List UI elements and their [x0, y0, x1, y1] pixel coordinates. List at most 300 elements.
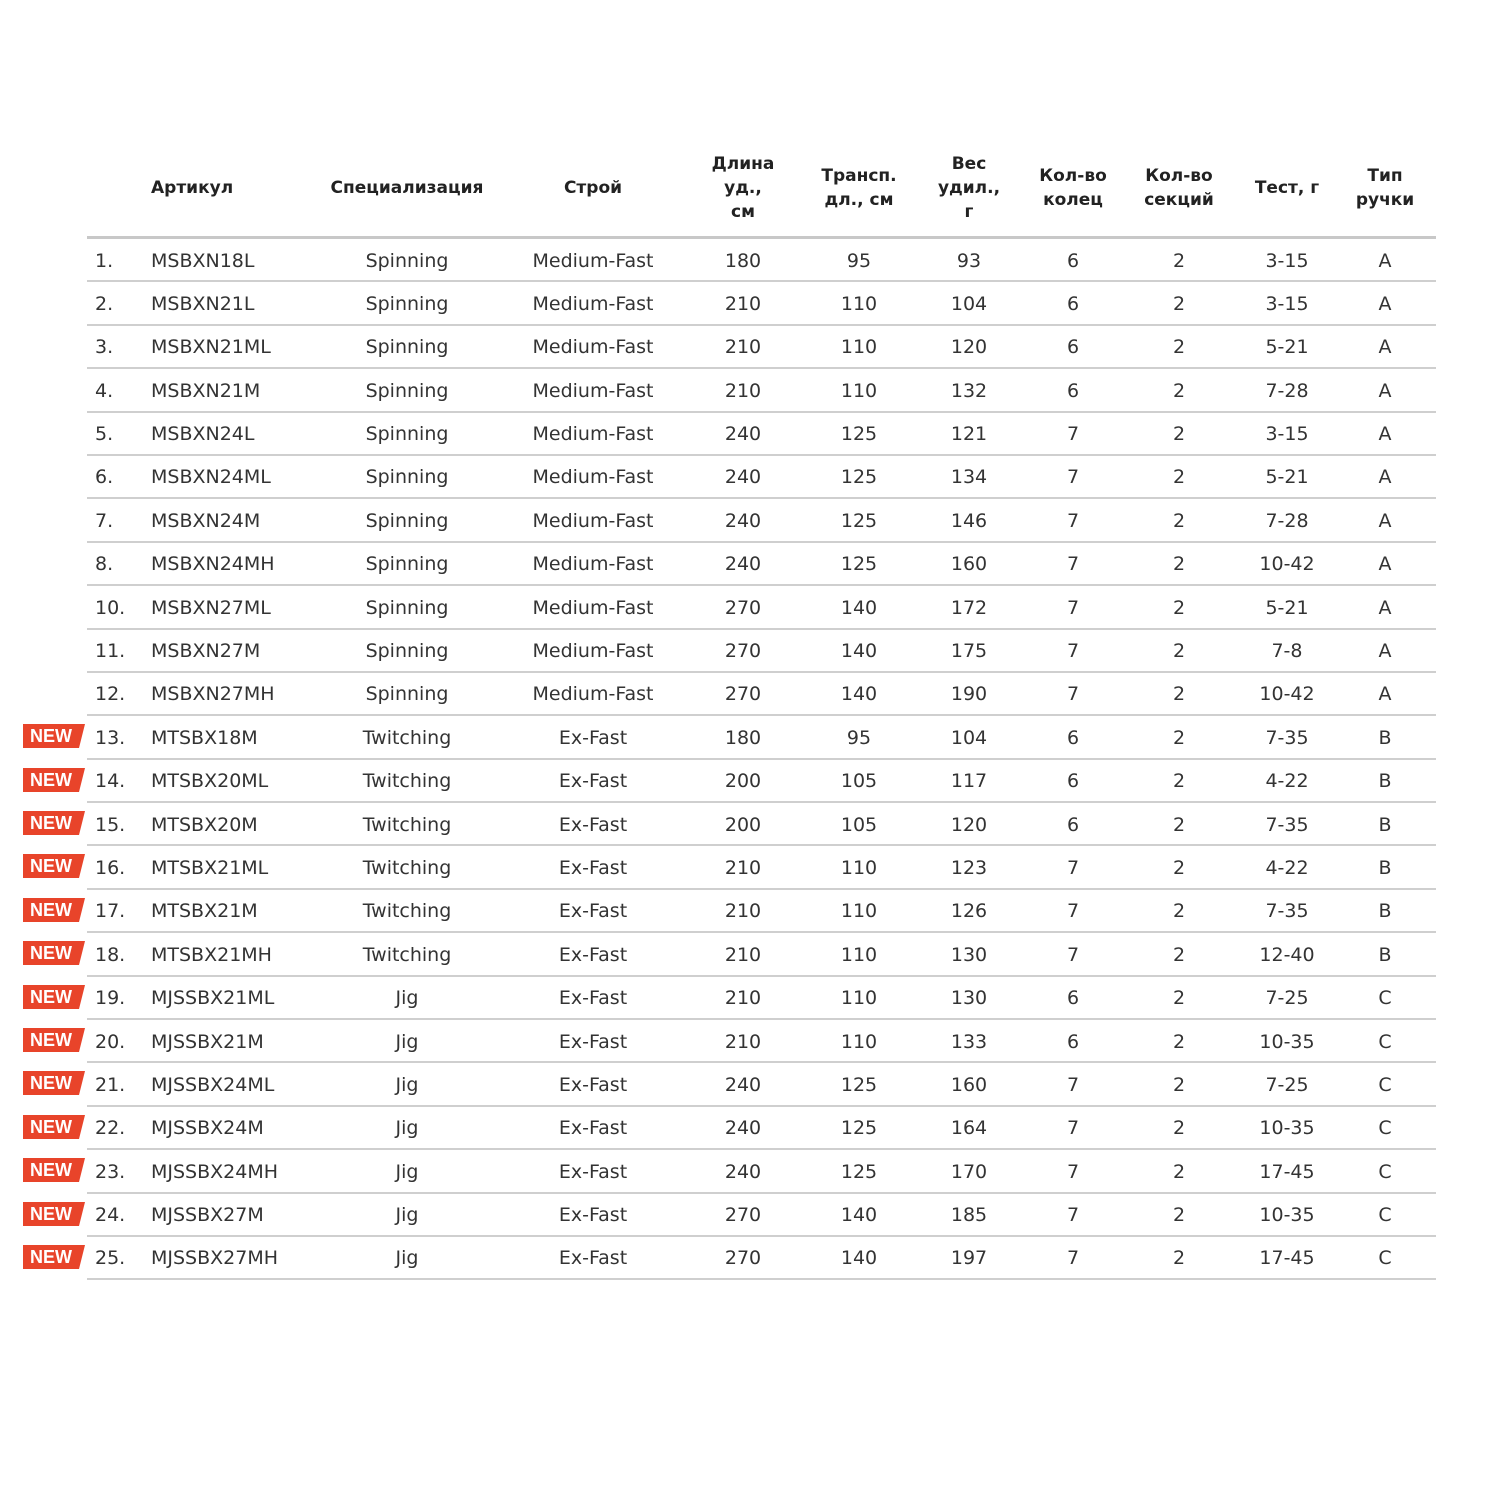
table-row	[0, 282, 1436, 325]
table-row	[0, 326, 1436, 369]
row-number: 7.	[95, 509, 114, 532]
weight-cell: 175	[950, 640, 988, 663]
specialization-cell: Twitching	[362, 943, 452, 966]
article-cell: MSBXN24MH	[151, 553, 275, 576]
length-cell: 270	[724, 683, 762, 706]
weight-cell: 197	[950, 1247, 988, 1270]
transport-length-cell: 125	[840, 1117, 878, 1140]
sections-cell: 2	[1172, 553, 1186, 576]
new-badge-label: NEW	[30, 1073, 72, 1094]
transport-length-cell: 140	[840, 596, 878, 619]
rings-cell: 7	[1066, 466, 1080, 489]
table-row	[0, 369, 1436, 412]
length-cell: 180	[724, 249, 762, 272]
weight-cell: 120	[950, 336, 988, 359]
sections-cell: 2	[1172, 596, 1186, 619]
handle-type-cell: B	[1378, 726, 1392, 749]
specialization-cell: Jig	[395, 1204, 419, 1227]
length-cell: 240	[724, 466, 762, 489]
transport-length-cell: 125	[840, 423, 878, 446]
length-cell: 210	[724, 900, 762, 923]
sections-cell: 2	[1172, 423, 1186, 446]
test-cell: 4-22	[1265, 770, 1309, 793]
table-header	[87, 140, 1436, 239]
sections-cell: 2	[1172, 987, 1186, 1010]
new-badge-shape	[23, 898, 85, 922]
weight-cell: 126	[950, 900, 988, 923]
weight-cell: 93	[956, 249, 982, 272]
article-cell: MTSBX21MH	[151, 943, 272, 966]
new-badge	[23, 941, 85, 965]
handle-type-cell: A	[1378, 292, 1392, 315]
weight-cell: 130	[950, 943, 988, 966]
sections-cell: 2	[1172, 336, 1186, 359]
new-badge	[23, 1115, 85, 1139]
handle-type-cell: A	[1378, 466, 1392, 489]
specialization-cell: Spinning	[365, 509, 449, 532]
handle-type-cell: A	[1378, 509, 1392, 532]
header-length: Длина уд., см	[711, 154, 775, 222]
sections-cell: 2	[1172, 1030, 1186, 1053]
sections-cell: 2	[1172, 292, 1186, 315]
test-cell: 7-35	[1265, 813, 1309, 836]
rings-cell: 7	[1066, 900, 1080, 923]
new-badge-shape	[23, 1158, 85, 1182]
test-cell: 10-35	[1259, 1030, 1315, 1053]
build-cell: Medium-Fast	[532, 336, 654, 359]
new-badge-label: NEW	[30, 1203, 72, 1224]
test-cell: 7-35	[1265, 726, 1309, 749]
new-badge	[23, 1245, 85, 1269]
specialization-cell: Spinning	[365, 596, 449, 619]
handle-type-cell: C	[1378, 1204, 1392, 1227]
test-cell: 17-45	[1259, 1247, 1315, 1270]
sections-cell: 2	[1172, 813, 1186, 836]
new-badge-shape	[23, 724, 85, 748]
handle-type-cell: C	[1378, 1117, 1392, 1140]
transport-length-cell: 140	[840, 1247, 878, 1270]
specialization-cell: Twitching	[362, 770, 452, 793]
transport-length-cell: 125	[840, 1160, 878, 1183]
test-cell: 12-40	[1259, 943, 1315, 966]
article-cell: MSBXN24L	[151, 423, 255, 446]
handle-type-cell: C	[1378, 1160, 1392, 1183]
specialization-cell: Spinning	[365, 466, 449, 489]
transport-length-cell: 110	[840, 900, 878, 923]
row-number: 13.	[95, 726, 126, 749]
new-badge	[23, 1028, 85, 1052]
rings-cell: 6	[1066, 379, 1080, 402]
specialization-cell: Twitching	[362, 900, 452, 923]
build-cell: Ex-Fast	[558, 813, 628, 836]
length-cell: 240	[724, 509, 762, 532]
new-badge-shape	[23, 1028, 85, 1052]
specialization-cell: Jig	[395, 987, 419, 1010]
length-cell: 270	[724, 1204, 762, 1227]
transport-length-cell: 110	[840, 379, 878, 402]
handle-type-cell: A	[1378, 553, 1392, 576]
length-cell: 200	[724, 813, 762, 836]
test-cell: 3-15	[1265, 423, 1309, 446]
article-cell: MTSBX20ML	[151, 770, 269, 793]
article-cell: MJSSBX24MH	[151, 1160, 279, 1183]
length-cell: 210	[724, 336, 762, 359]
row-number: 18.	[95, 943, 126, 966]
article-cell: MSBXN24ML	[151, 466, 271, 489]
length-cell: 270	[724, 640, 762, 663]
rings-cell: 6	[1066, 770, 1080, 793]
transport-length-cell: 110	[840, 1030, 878, 1053]
build-cell: Medium-Fast	[532, 683, 654, 706]
table-row	[0, 716, 1436, 759]
build-cell: Ex-Fast	[558, 943, 628, 966]
test-cell: 10-35	[1259, 1117, 1315, 1140]
build-cell: Ex-Fast	[558, 1117, 628, 1140]
length-cell: 210	[724, 379, 762, 402]
test-cell: 7-25	[1265, 1073, 1309, 1096]
article-cell: MTSBX21ML	[151, 856, 269, 879]
rings-cell: 7	[1066, 423, 1080, 446]
table-row	[0, 1020, 1436, 1063]
specialization-cell: Jig	[395, 1073, 419, 1096]
header-transport-length: Трансп. дл., см	[821, 166, 897, 210]
handle-type-cell: A	[1378, 596, 1392, 619]
weight-cell: 190	[950, 683, 988, 706]
handle-type-cell: C	[1378, 1030, 1392, 1053]
table-row	[0, 543, 1436, 586]
header-weight: Вес удил., г	[937, 154, 1001, 222]
row-number: 10.	[95, 596, 126, 619]
handle-type-cell: A	[1378, 423, 1392, 446]
specialization-cell: Spinning	[365, 553, 449, 576]
table-row	[0, 586, 1436, 629]
row-number: 11.	[95, 640, 126, 663]
build-cell: Ex-Fast	[558, 1073, 628, 1096]
new-badge-label: NEW	[30, 899, 72, 920]
header-article: Артикул	[151, 178, 234, 198]
handle-type-cell: A	[1378, 683, 1392, 706]
test-cell: 3-15	[1265, 249, 1309, 272]
weight-cell: 123	[950, 856, 988, 879]
row-divider	[87, 1278, 1436, 1280]
header-rings: Кол-во колец	[1039, 166, 1107, 210]
row-number: 17.	[95, 900, 126, 923]
transport-length-cell: 110	[840, 292, 878, 315]
row-number: 15.	[95, 813, 126, 836]
sections-cell: 2	[1172, 900, 1186, 923]
header-handle-type: Тип ручки	[1355, 166, 1415, 210]
row-number: 3.	[95, 336, 114, 359]
article-cell: MSBXN18L	[151, 249, 255, 272]
article-cell: MTSBX21M	[151, 900, 258, 923]
weight-cell: 185	[950, 1204, 988, 1227]
article-cell: MJSSBX21M	[151, 1030, 264, 1053]
table-row	[0, 499, 1436, 542]
handle-type-cell: A	[1378, 640, 1392, 663]
test-cell: 17-45	[1259, 1160, 1315, 1183]
sections-cell: 2	[1172, 1073, 1186, 1096]
new-badge-shape	[23, 854, 85, 878]
weight-cell: 120	[950, 813, 988, 836]
test-cell: 4-22	[1265, 856, 1309, 879]
weight-cell: 104	[950, 726, 988, 749]
test-cell: 7-8	[1271, 640, 1303, 663]
table-row	[0, 846, 1436, 889]
table-row	[0, 803, 1436, 846]
test-cell: 7-28	[1265, 509, 1309, 532]
handle-type-cell: B	[1378, 943, 1392, 966]
build-cell: Ex-Fast	[558, 900, 628, 923]
build-cell: Ex-Fast	[558, 1030, 628, 1053]
transport-length-cell: 110	[840, 987, 878, 1010]
transport-length-cell: 105	[840, 770, 878, 793]
rings-cell: 7	[1066, 596, 1080, 619]
row-number: 5.	[95, 423, 114, 446]
rings-cell: 7	[1066, 943, 1080, 966]
transport-length-cell: 125	[840, 509, 878, 532]
new-badge-shape	[23, 941, 85, 965]
transport-length-cell: 95	[846, 249, 872, 272]
weight-cell: 160	[950, 553, 988, 576]
build-cell: Medium-Fast	[532, 466, 654, 489]
rings-cell: 6	[1066, 1030, 1080, 1053]
test-cell: 3-15	[1265, 292, 1309, 315]
new-badge-label: NEW	[30, 1116, 72, 1137]
new-badge	[23, 1158, 85, 1182]
sections-cell: 2	[1172, 683, 1186, 706]
weight-cell: 164	[950, 1117, 988, 1140]
sections-cell: 2	[1172, 726, 1186, 749]
header-test: Тест, г	[1254, 178, 1320, 198]
build-cell: Medium-Fast	[532, 640, 654, 663]
rings-cell: 7	[1066, 1117, 1080, 1140]
handle-type-cell: A	[1378, 336, 1392, 359]
rings-cell: 6	[1066, 336, 1080, 359]
new-badge	[23, 724, 85, 748]
build-cell: Ex-Fast	[558, 987, 628, 1010]
new-badge	[23, 854, 85, 878]
build-cell: Ex-Fast	[558, 770, 628, 793]
build-cell: Ex-Fast	[558, 1247, 628, 1270]
new-badge-shape	[23, 985, 85, 1009]
weight-cell: 133	[950, 1030, 988, 1053]
new-badge	[23, 1071, 85, 1095]
sections-cell: 2	[1172, 1117, 1186, 1140]
weight-cell: 170	[950, 1160, 988, 1183]
article-cell: MSBXN21M	[151, 379, 261, 402]
transport-length-cell: 105	[840, 813, 878, 836]
row-number: 16.	[95, 856, 126, 879]
length-cell: 210	[724, 292, 762, 315]
weight-cell: 117	[950, 770, 988, 793]
new-badge-shape	[23, 1071, 85, 1095]
test-cell: 7-35	[1265, 900, 1309, 923]
weight-cell: 172	[950, 596, 988, 619]
length-cell: 240	[724, 1073, 762, 1096]
table-row	[0, 239, 1436, 282]
handle-type-cell: B	[1378, 770, 1392, 793]
specialization-cell: Twitching	[362, 726, 452, 749]
length-cell: 210	[724, 987, 762, 1010]
transport-length-cell: 125	[840, 1073, 878, 1096]
sections-cell: 2	[1172, 509, 1186, 532]
row-number: 14.	[95, 770, 126, 793]
specialization-cell: Jig	[395, 1117, 419, 1140]
row-number: 19.	[95, 987, 126, 1010]
test-cell: 10-42	[1259, 683, 1315, 706]
row-number: 23.	[95, 1160, 126, 1183]
table-row	[0, 1150, 1436, 1193]
specialization-cell: Twitching	[362, 856, 452, 879]
weight-cell: 134	[950, 466, 988, 489]
weight-cell: 130	[950, 987, 988, 1010]
new-badge-shape	[23, 1245, 85, 1269]
sections-cell: 2	[1172, 379, 1186, 402]
row-number: 6.	[95, 466, 114, 489]
new-badge-label: NEW	[30, 1246, 72, 1267]
new-badge-shape	[23, 768, 85, 792]
specialization-cell: Jig	[395, 1030, 419, 1053]
weight-cell: 121	[950, 423, 988, 446]
length-cell: 210	[724, 1030, 762, 1053]
transport-length-cell: 95	[846, 726, 872, 749]
build-cell: Ex-Fast	[558, 726, 628, 749]
table-row	[0, 1107, 1436, 1150]
article-cell: MTSBX20M	[151, 813, 258, 836]
table-row	[0, 456, 1436, 499]
article-cell: MSBXN27MH	[151, 683, 275, 706]
length-cell: 240	[724, 1117, 762, 1140]
rings-cell: 6	[1066, 987, 1080, 1010]
row-number: 4.	[95, 379, 114, 402]
sections-cell: 2	[1172, 1204, 1186, 1227]
specialization-cell: Spinning	[365, 423, 449, 446]
sections-cell: 2	[1172, 640, 1186, 663]
build-cell: Medium-Fast	[532, 292, 654, 315]
new-badge-label: NEW	[30, 1030, 72, 1051]
specialization-cell: Spinning	[365, 292, 449, 315]
header-build: Строй	[563, 178, 623, 198]
test-cell: 5-21	[1265, 336, 1309, 359]
length-cell: 270	[724, 1247, 762, 1270]
build-cell: Ex-Fast	[558, 1204, 628, 1227]
table-row	[0, 760, 1436, 803]
rings-cell: 6	[1066, 292, 1080, 315]
transport-length-cell: 140	[840, 640, 878, 663]
transport-length-cell: 140	[840, 1204, 878, 1227]
new-badge	[23, 1202, 85, 1226]
article-cell: MJSSBX21ML	[151, 987, 275, 1010]
test-cell: 5-21	[1265, 596, 1309, 619]
rings-cell: 6	[1066, 249, 1080, 272]
specialization-cell: Spinning	[365, 683, 449, 706]
specialization-cell: Jig	[395, 1247, 419, 1270]
row-number: 20.	[95, 1030, 126, 1053]
rings-cell: 7	[1066, 553, 1080, 576]
header-sections: Кол-во секций	[1144, 166, 1214, 210]
article-cell: MJSSBX27M	[151, 1204, 264, 1227]
row-number: 8.	[95, 553, 114, 576]
handle-type-cell: C	[1378, 1073, 1392, 1096]
table-row	[0, 413, 1436, 456]
table-row	[0, 1063, 1436, 1106]
transport-length-cell: 140	[840, 683, 878, 706]
new-badge-shape	[23, 1115, 85, 1139]
specialization-cell: Spinning	[365, 640, 449, 663]
article-cell: MJSSBX24ML	[151, 1073, 275, 1096]
new-badge-label: NEW	[30, 769, 72, 790]
specialization-cell: Spinning	[365, 336, 449, 359]
transport-length-cell: 110	[840, 856, 878, 879]
new-badge-label: NEW	[30, 813, 72, 834]
table-row	[0, 933, 1436, 976]
row-number: 1.	[95, 249, 114, 272]
build-cell: Medium-Fast	[532, 249, 654, 272]
table-row	[0, 890, 1436, 933]
row-number: 2.	[95, 292, 114, 315]
rings-cell: 6	[1066, 726, 1080, 749]
table-row	[0, 977, 1436, 1020]
length-cell: 240	[724, 553, 762, 576]
article-cell: MTSBX18M	[151, 726, 258, 749]
sections-cell: 2	[1172, 466, 1186, 489]
build-cell: Medium-Fast	[532, 379, 654, 402]
rings-cell: 7	[1066, 1073, 1080, 1096]
article-cell: MJSSBX24M	[151, 1117, 264, 1140]
row-number: 24.	[95, 1204, 126, 1227]
table-row	[0, 673, 1436, 716]
article-cell: MSBXN27M	[151, 640, 261, 663]
article-cell: MSBXN21ML	[151, 336, 271, 359]
row-number: 12.	[95, 683, 126, 706]
sections-cell: 2	[1172, 856, 1186, 879]
length-cell: 210	[724, 856, 762, 879]
test-cell: 10-42	[1259, 553, 1315, 576]
new-badge-label: NEW	[30, 943, 72, 964]
row-number: 22.	[95, 1117, 126, 1140]
handle-type-cell: B	[1378, 856, 1392, 879]
specialization-cell: Twitching	[362, 813, 452, 836]
rings-cell: 7	[1066, 1247, 1080, 1270]
new-badge-label: NEW	[30, 856, 72, 877]
build-cell: Ex-Fast	[558, 1160, 628, 1183]
sections-cell: 2	[1172, 770, 1186, 793]
row-number: 21.	[95, 1073, 126, 1096]
table-row	[0, 630, 1436, 673]
rings-cell: 7	[1066, 640, 1080, 663]
specialization-cell: Spinning	[365, 249, 449, 272]
new-badge-shape	[23, 1202, 85, 1226]
weight-cell: 132	[950, 379, 988, 402]
new-badge-label: NEW	[30, 726, 72, 747]
new-badge	[23, 985, 85, 1009]
build-cell: Medium-Fast	[532, 423, 654, 446]
table-row	[0, 1237, 1436, 1280]
weight-cell: 160	[950, 1073, 988, 1096]
handle-type-cell: C	[1378, 1247, 1392, 1270]
transport-length-cell: 110	[840, 943, 878, 966]
rings-cell: 7	[1066, 509, 1080, 532]
rings-cell: 7	[1066, 1160, 1080, 1183]
handle-type-cell: C	[1378, 987, 1392, 1010]
new-badge-label: NEW	[30, 986, 72, 1007]
specialization-cell: Jig	[395, 1160, 419, 1183]
article-cell: MJSSBX27MH	[151, 1247, 279, 1270]
new-badge-shape	[23, 811, 85, 835]
length-cell: 240	[724, 1160, 762, 1183]
test-cell: 5-21	[1265, 466, 1309, 489]
test-cell: 7-28	[1265, 379, 1309, 402]
